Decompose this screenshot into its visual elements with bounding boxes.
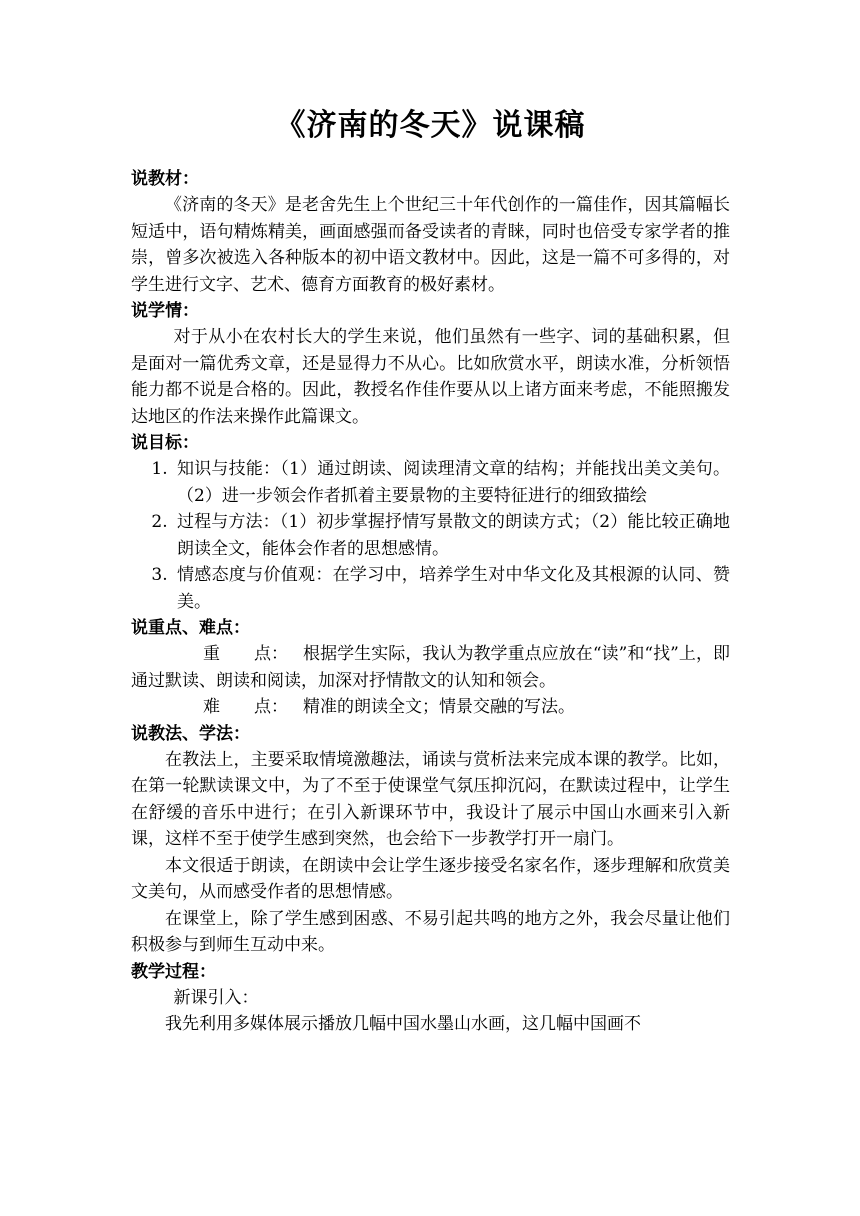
section-heading-goals: 说目标： (131, 433, 199, 453)
paragraph-methods: 在课堂上，除了学生感到困惑、不易引起共鸣的地方之外，我会尽量让他们积极参与到师生互动中来。 (131, 908, 730, 955)
section-heading-keypoints: 说重点、难点： (131, 618, 250, 638)
section-heading-process: 教学过程： (131, 961, 216, 982)
paragraph-students: 对于从小在农村长大的学生来说，他们虽然有一些字、词的基础积累，但是面对一篇优秀文章，还是显得力不从心。比如欣赏水平，朗读水准，分析领悟能力都不说是合格的。因此，教授名作佳作要从以上诸方面来考虑，不能照搬发达地区的作法来操作此篇课文。 (131, 327, 730, 427)
goal-item: 3. 情感态度与价值观：在学习中，培养学生对中华文化及其根源的认同、赞美。 (173, 562, 730, 615)
goal-item: 2. 过程与方法：（1）初步掌握抒情写景散文的朗读方式；（2）能比较正确地朗读全文，能体会作者的思想感情。 (173, 509, 730, 562)
difficult-point-text: 精准的朗读全文；情景交融的写法。 (303, 697, 575, 717)
goals-list (131, 456, 730, 615)
document-title: 《济南的冬天》说课稿 (275, 108, 586, 143)
document-body (131, 106, 730, 1038)
section-heading-students: 说学情： (131, 301, 199, 321)
paragraph-methods: 本文很适于朗读，在朗读中会让学生逐步接受名家名作，逐步理解和欣赏美文美句，从而感受作者的思想情感。 (131, 855, 730, 902)
goal-item: 1. 知识与技能：（1）通过朗读、阅读理清文章的结构；并能找出美文美句。（2）进一步领会作者抓着主要景物的主要特征进行的细致描绘 (173, 456, 730, 509)
difficult-point-paragraph (131, 694, 730, 721)
subheading-intro: 新课引入： (173, 987, 259, 1008)
key-point-paragraph (131, 641, 730, 694)
key-point-text: 根据学生实际，我认为教学重点应放在“读”和“找”上，即通过默读、朗读和阅读，加深对抒情散文的认知和领会。 (131, 644, 730, 691)
paragraph-process: 我先利用多媒体展示播放几幅中国水墨山水画，这几幅中国画不 (165, 1014, 641, 1034)
paragraph-methods: 在教法上，主要采取情境激趣法，诵读与赏析法来完成本课的教学。比如，在第一轮默读课文中，为了不至于使课堂气氛压抑沉闷，在默读过程中，让学生在舒缓的音乐中进行；在引入新课环节中，我设计了展示中国山水画来引入新课，这样不至于使学生感到突然，也会给下一步教学打开一扇门。 (131, 749, 730, 849)
key-point-label: 重 点： (203, 644, 288, 664)
section-heading-methods: 说教法、学法： (131, 723, 250, 744)
difficult-point-label: 难 点： (203, 697, 288, 717)
paragraph-textbook: 《济南的冬天》是老舍先生上个世纪三十年代创作的一篇佳作，因其篇幅长短适中，语句精炼精美，画面感强而备受读者的青睐，同时也倍受专家学者的推崇，曾多次被选入各种版本的初中语文教材中。因此，这是一篇不可多得的，对学生进行文字、艺术、德育方面教育的极好素材。 (131, 195, 730, 295)
section-heading-textbook: 说教材： (131, 169, 199, 189)
